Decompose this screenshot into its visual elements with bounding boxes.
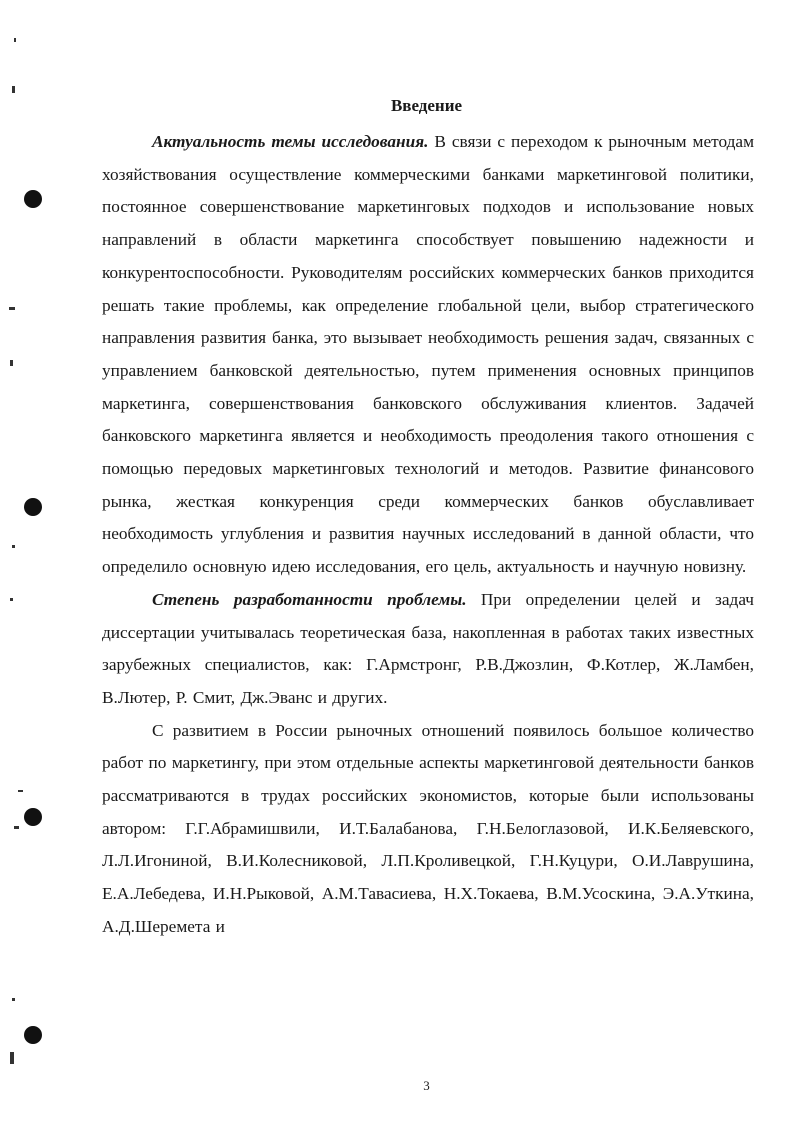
scan-speck [12, 545, 15, 548]
paragraph-lead: Степень разработанности проблемы. [152, 589, 467, 609]
scan-speck [10, 1052, 14, 1064]
binder-hole [24, 808, 42, 826]
scan-speck [10, 360, 13, 366]
paragraph-relevance [102, 126, 754, 584]
paragraph-lead: Актуальность темы исследования. [152, 132, 429, 151]
scan-speck [10, 598, 13, 601]
paragraph-russian-authors [102, 715, 754, 944]
paragraph-text: С развитием в России рыночных отношений появилось большое количество работ по маркетингу, при этом отдельные аспекты маркетинговой деятельности банков рассматриваются в трудах российских экономистов, которые были использованы автором: Г.Г.Абрамишвили, И.Т.Балабанова, Г.Н.Белоглазовой, И.К.Беляевского, Л.Л.Игониной, В.И.Колесниковой, Л.П.Кроливецкой, Г.Н.Куцури, О.И.Лаврушина, Е.А.Лебедева, И.Н.Рыковой, А.М.Тавасиева, Н.Х.Токаева, В.М.Усоскина, Э.А.Уткина, А.Д.Шеремета и [102, 720, 754, 936]
scan-speck [14, 38, 16, 42]
scan-speck [12, 86, 15, 93]
paragraph-text: При определении целей и задач диссертации учитывалась теоретическая база, накопленная в работах таких известных зарубежных специалистов, как: Г.Армстронг, Р.В.Джозлин, Ф.Котлер, Ж.Ламбен, В.Лютер, Р. Смит, Дж.Эванс и других. [102, 589, 754, 707]
page-title: Введение [390, 96, 463, 115]
paragraph-development-degree [102, 584, 754, 715]
binder-hole [24, 498, 42, 516]
scan-speck [18, 790, 23, 792]
binder-hole [24, 1026, 42, 1044]
binder-hole [24, 190, 42, 208]
scan-speck [9, 307, 15, 310]
scan-speck [12, 998, 15, 1001]
paragraph-text: В связи с переходом к рыночным методам хозяйствования осуществление коммерческими банками маркетинговой политики, постоянное совершенствование маркетинговых подходов и использование новых направлений в области маркетинга способствует повышению надежности и конкурентоспособности. Руководителям российских коммерческих банков приходится решать такие проблемы, как определение глобальной цели, выбор стратегического направления развития банка, это вызывает необходимость решения задач, связанных с управлением банковской деятельностью, путем применения основных принципов маркетинга, совершенствования банковского обслуживания клиентов. Задачей банковского маркетинга является и необходимость преодоления такого отношения с помощью передовых маркетинговых технологий и методов. Развитие финансового рынка, жесткая конкуренция среди коммерческих банков обуславливает необходимость углубления и развития научных исследований в данной области, что определило основную идею исследования, его цель, актуальность и научную новизну. [102, 132, 755, 577]
body-text [102, 126, 754, 944]
page-number: 3 [423, 1078, 430, 1093]
scan-speck [14, 826, 19, 829]
